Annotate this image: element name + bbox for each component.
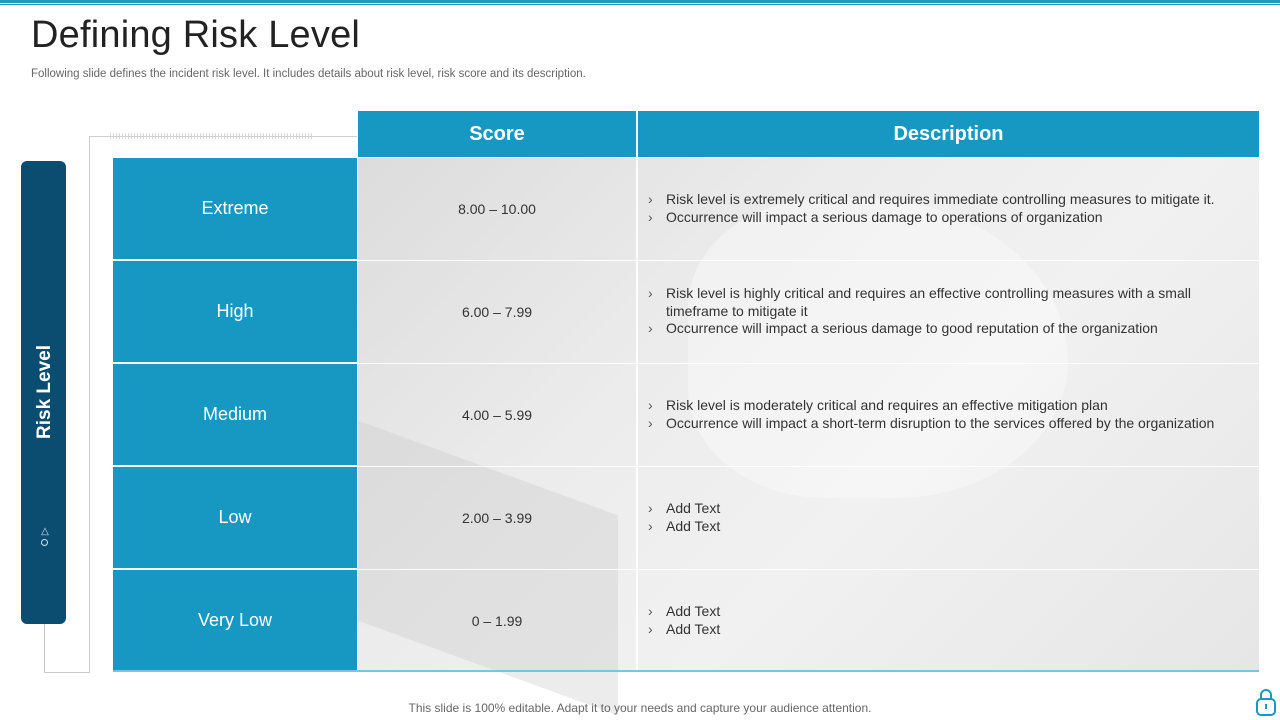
level-cell-high: High <box>113 261 357 362</box>
table-bottom-rule <box>113 670 1259 672</box>
score-cell: 8.00 – 10.00 <box>458 200 536 217</box>
arrow-dot-icon <box>41 539 48 546</box>
description-cell <box>646 364 1251 465</box>
level-cell-medium: Medium <box>113 364 357 465</box>
footer-note: This slide is 100% editable. Adapt it to your needs and capture your audience attention. <box>408 701 872 715</box>
description-bullet: › Occurrence will impact a short-term disruption to the services offered by the organization <box>646 415 1251 433</box>
decor-hatch-pattern <box>110 133 312 139</box>
page-subtitle: Following slide defines the incident risk level. It includes details about risk level, risk score and its description. <box>31 68 586 80</box>
description-bullet: › Add Text <box>646 603 1251 621</box>
description-cell <box>646 467 1251 568</box>
description-bullet: › Risk level is extremely critical and requires immediate controlling measures to mitigate it. <box>646 191 1251 209</box>
description-cell <box>646 570 1251 671</box>
decor-outline-vertical <box>89 136 90 673</box>
description-bullet: › Occurrence will impact a serious damage to operations of organization <box>646 209 1251 227</box>
page-title: Defining Risk Level <box>31 14 361 56</box>
description-bullet: › Add Text <box>646 518 1251 536</box>
score-cell: 6.00 – 7.99 <box>461 303 533 320</box>
top-accent-rule <box>0 0 1280 3</box>
level-cell-low: Low <box>113 467 357 568</box>
column-divider <box>636 111 638 671</box>
decor-connector-horizontal <box>44 672 90 673</box>
description-bullet: › Risk level is highly critical and requires an effective controlling measures with a small timeframe to mitigate it <box>646 285 1251 320</box>
row-divider <box>113 569 1259 570</box>
level-cell-very-low: Very Low <box>113 570 357 671</box>
description-bullet: › Add Text <box>646 500 1251 518</box>
description-bullet: › Add Text <box>646 621 1251 639</box>
arrow-up-icon: △ <box>41 526 49 537</box>
description-bullet: › Occurrence will impact a serious damage to good reputation of the organization <box>646 320 1251 338</box>
score-cell: 2.00 – 3.99 <box>461 509 533 526</box>
header-description: Description <box>638 111 1259 157</box>
description-cell <box>646 261 1251 362</box>
risk-level-side-label: Risk Level <box>34 345 55 439</box>
header-score: Score <box>358 111 636 157</box>
top-accent-rule-thin <box>0 4 1280 5</box>
description-cell <box>646 158 1251 259</box>
lock-icon <box>1255 687 1277 717</box>
row-divider <box>113 157 1259 158</box>
score-cell: 0 – 1.99 <box>471 612 523 629</box>
row-divider <box>113 466 1259 467</box>
row-divider <box>113 260 1259 261</box>
row-divider <box>113 363 1259 364</box>
risk-level-column <box>113 158 357 671</box>
level-cell-extreme: Extreme <box>113 158 357 259</box>
score-cell: 4.00 – 5.99 <box>461 406 533 423</box>
description-bullet: › Risk level is moderately critical and requires an effective mitigation plan <box>646 397 1251 415</box>
